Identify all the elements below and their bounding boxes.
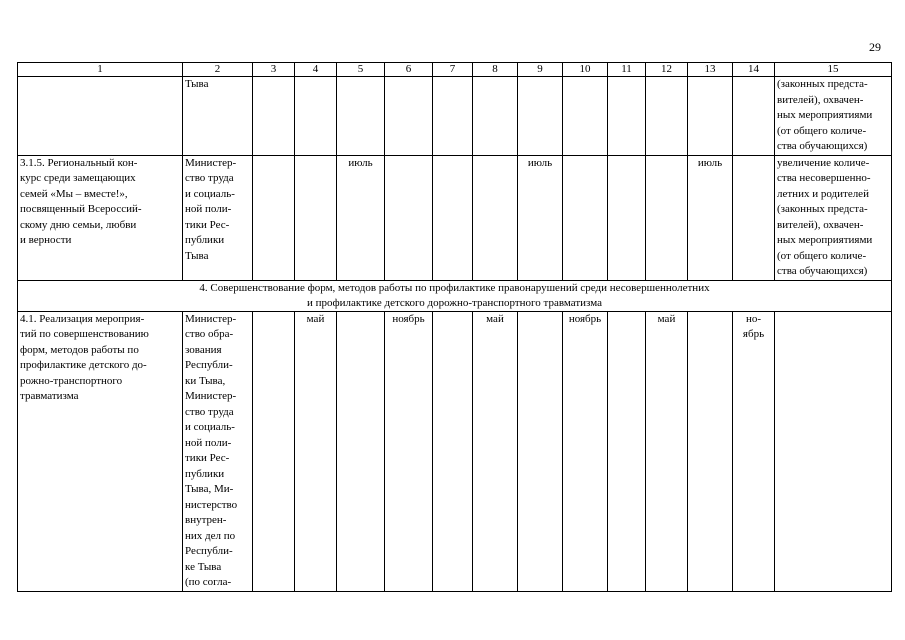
table-cell [433,311,473,591]
table-cell [646,155,688,280]
table-cell [295,155,337,280]
activity-cell: 3.1.5. Региональный кон- курс среди замещающих семей «Мы – вместе!», посвященный Всероссий- скому дню семьи, любви и верности [18,155,183,280]
responsible-cell: Министер- ство труда и социаль- ной поли- тики Рес- публики Тыва [183,155,253,280]
table-cell [433,77,473,156]
column-header: 8 [473,63,518,77]
table-cell [608,77,646,156]
column-header: 6 [385,63,433,77]
table-cell [253,155,295,280]
table-cell [385,155,433,280]
month-cell: июль [688,155,733,280]
table-cell [688,77,733,156]
result-cell: (законных предста- вителей), охвачен- ных мероприятиями (от общего количе- ства обучающихся) [775,77,892,156]
column-header: 15 [775,63,892,77]
column-header: 12 [646,63,688,77]
table-cell [608,311,646,591]
month-cell: май [646,311,688,591]
month-cell: ноябрь [385,311,433,591]
table-cell [433,155,473,280]
activity-cell: 4.1. Реализация мероприя- тий по совершенствованию форм, методов работы по профилактике детского до- рожно-транспортного травматизма [18,311,183,591]
table-cell [518,311,563,591]
table-cell [337,311,385,591]
result-cell: увеличение количе- ства несовершенно- летних и родителей (законных предста- вителей), охвачен- ных мероприятиями (от общего количе- ства обучающихся) [775,155,892,280]
table-row-3-1-5 [18,155,892,280]
table-cell [608,155,646,280]
column-header: 10 [563,63,608,77]
table-row-continued [18,77,892,156]
column-number-row [18,63,892,77]
column-header: 11 [608,63,646,77]
table-cell [473,77,518,156]
table-cell [295,77,337,156]
result-cell [775,311,892,591]
month-cell: май [473,311,518,591]
schedule-table [17,62,892,592]
table-cell [733,155,775,280]
section-header-row [18,280,892,311]
responsible-cell: Министер- ство обра- зования Республи- ки Тыва, Министер- ство труда и социаль- ной поли- тики Рес- публики Тыва, Ми- нистерство внутрен- них дел по Республи- ке Тыва (по согла- [183,311,253,591]
table-cell [733,77,775,156]
table-row-4-1 [18,311,892,591]
column-header: 7 [433,63,473,77]
page-number: 29 [869,40,881,54]
column-header: 9 [518,63,563,77]
month-cell: но- ябрь [733,311,775,591]
table-cell [253,77,295,156]
column-header: 1 [18,63,183,77]
month-cell: июль [518,155,563,280]
month-cell: май [295,311,337,591]
table-cell [337,77,385,156]
column-header: 2 [183,63,253,77]
table-cell [688,311,733,591]
table-cell [563,155,608,280]
column-header: 4 [295,63,337,77]
month-cell: ноябрь [563,311,608,591]
month-cell: июль [337,155,385,280]
section-title: 4. Совершенствование форм, методов работы по профилактике правонарушений среди несовершеннолетних и профилактике детского дорожно-транспортного травматизма [18,280,892,311]
table-cell [646,77,688,156]
table-cell [385,77,433,156]
table-cell [253,311,295,591]
table-cell [18,77,183,156]
table-cell [518,77,563,156]
column-header: 3 [253,63,295,77]
column-header: 5 [337,63,385,77]
column-header: 13 [688,63,733,77]
column-header: 14 [733,63,775,77]
table-cell [473,155,518,280]
table-cell [563,77,608,156]
responsible-cell: Тыва [183,77,253,156]
